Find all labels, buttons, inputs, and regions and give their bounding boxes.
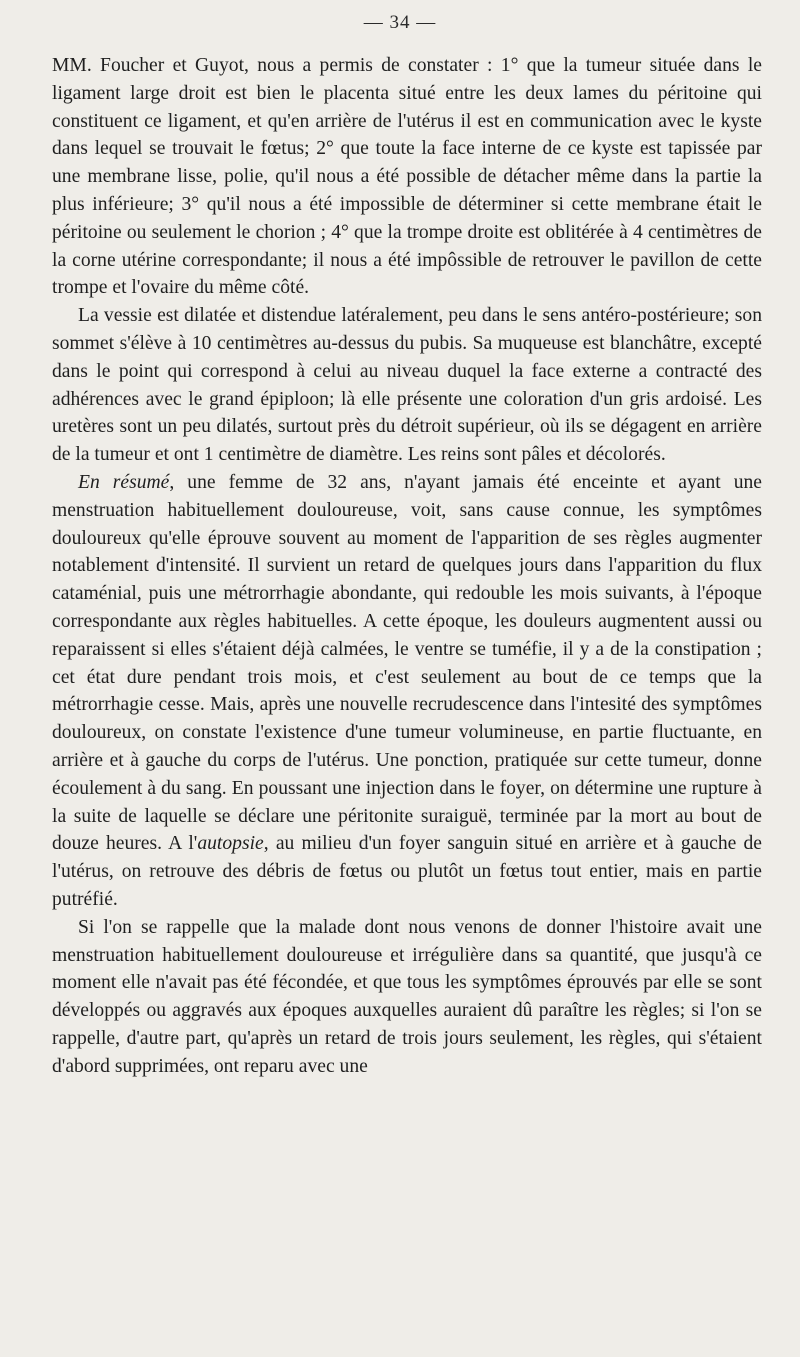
- paragraph: [52, 914, 762, 1081]
- text-segment: MM. Foucher et Guyot, nous a permis de constater : 1° que la tumeur située dans le ligament large droit est bien le placenta situé entre les deux lames du péritoine qui constituent ce ligament, et qu'en arrière de l'utérus il est en communication avec le kyste dans lequel se trouvait le fœtus; 2° que toute la face interne de ce kyste est tapissée par une membrane lisse, polie, qu'il nous a été possible de détacher même dans la partie la plus inférieure; 3° qu'il nous a été impossible de déterminer si cette membrane était le péritoine ou seulement le chorion ; 4° que la trompe droite est oblitérée à 4 centimètres de la corne utérine correspondante; il nous a été impôssible de retrouver le pavillon de cette trompe et l'ovaire du même côté.: [52, 55, 762, 299]
- paragraph: [52, 469, 762, 914]
- text-segment: Si l'on se rappelle que la malade dont nous venons de donner l'histoire avait une menstruation habituellement douloureuse et irrégulière dans sa quantité, que jusqu'à ce moment elle n'avait pas été fécondée, et que tous les symptômes éprouvés par elle se sont développés ou aggravés aux époques auxquelles auraient dû paraître les règles; si l'on se rappelle, d'autre part, qu'après un retard de trois jours seulement, les règles, qui s'étaient d'abord supprimées, ont reparu avec une: [52, 916, 762, 1077]
- body-text: [52, 52, 762, 1080]
- paragraph: [52, 302, 762, 469]
- text-segment: , une femme de 32 ans, n'ayant jamais été enceinte et ayant une menstruation habituellement douloureuse, voit, sans cause connue, les symptômes douloureux qu'elle éprouve souvent au moment de l'apparition de ses règles augmenter notablement d'intensité. Il survient un retard de quelques jours dans l'apparition du flux cataménial, puis une métrorrhagie abondante, qui redouble les mois suivants, à l'époque correspondante aux règles habituelles. A cette époque, les douleurs augmentent aussi ou reparaissent si elles s'étaient déjà calmées, le ventre se tuméfie, il y a de la constipation ; cet état dure pendant trois mois, et c'est seulement au bout de ce temps que la métrorrhagie cesse. Mais, après une nouvelle recrudescence dans l'intesité des symptômes douloureux, on constate l'existence d'une tumeur volumineuse, en partie fluctuante, en arrière et à gauche du corps de l'utérus. Une ponction, pratiquée sur cette tumeur, donne écoulement à du sang. En poussant une injection dans le foyer, on détermine une rupture à la suite de laquelle se déclare une péritonite suraiguë, terminée par la mort au bout de douze heures. A l': [52, 471, 762, 855]
- text-segment: La vessie est dilatée et distendue latéralement, peu dans le sens antéro-postérieure; son sommet s'élève à 10 centimètres au-dessus du pubis. Sa muqueuse est blanchâtre, excepté dans le point qui correspond à celui au niveau duquel la face externe a contracté des adhérences avec le grand épiploon; là elle présente une coloration d'un gris ardoisé. Les uretères sont un peu dilatés, surtout près du détroit supérieur, où ils se dégagent en arrière de la tumeur et ont 1 centimètre de diamètre. Les reins sont pâles et décolorés.: [52, 305, 762, 466]
- italic-text-segment: En résumé: [78, 471, 170, 493]
- text-segment: , au milieu d'un foyer sanguin situé en arrière et à gauche de l'utérus, on retrouve des débris de fœtus ou plutôt un fœtus tout entier, mais en partie putréfié.: [52, 833, 762, 910]
- paragraph: [52, 52, 762, 302]
- page-number: — 34 —: [363, 12, 437, 33]
- italic-text-segment: autopsie: [197, 833, 264, 855]
